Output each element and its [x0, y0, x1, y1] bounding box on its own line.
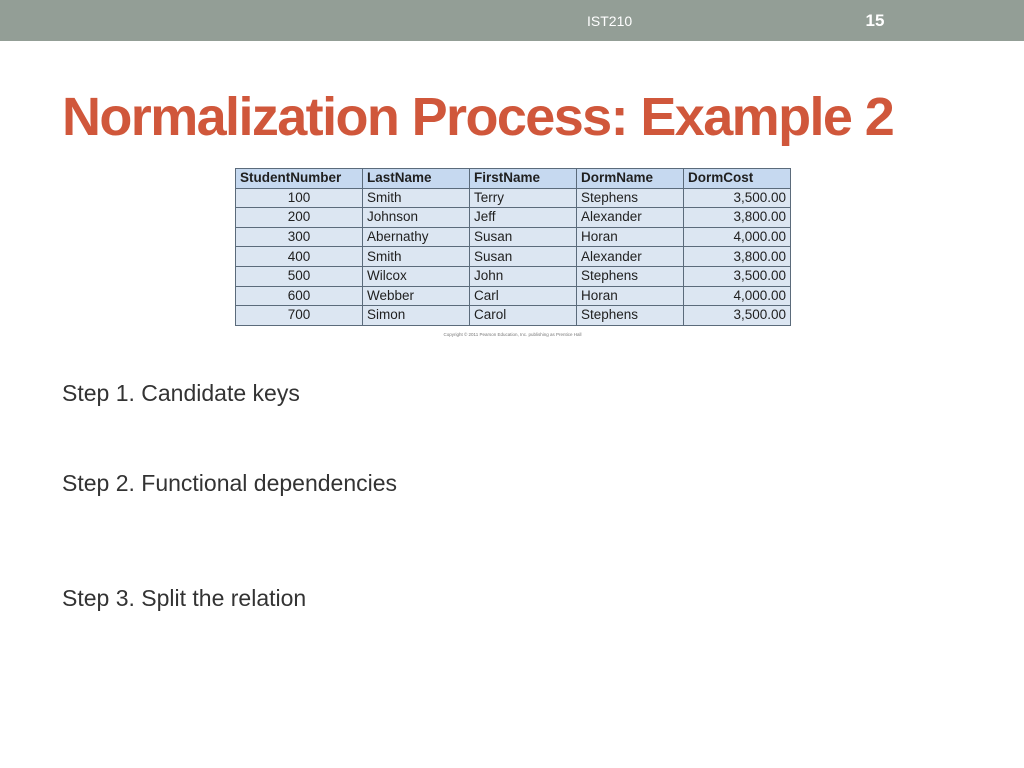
column-header: FirstName — [470, 169, 577, 189]
table-row — [236, 266, 791, 286]
table-cell: 3,800.00 — [684, 247, 791, 267]
table-cell: 700 — [236, 306, 363, 326]
table-row — [236, 286, 791, 306]
student-dorm-table — [235, 168, 791, 326]
table-cell: 600 — [236, 286, 363, 306]
table-cell: Jeff — [470, 208, 577, 228]
table-cell: Stephens — [577, 266, 684, 286]
table-row — [236, 227, 791, 247]
table-cell: 3,500.00 — [684, 188, 791, 208]
table-cell: Smith — [363, 247, 470, 267]
table-cell: Abernathy — [363, 227, 470, 247]
table-row — [236, 208, 791, 228]
table-header-row — [236, 169, 791, 189]
table-cell: Susan — [470, 247, 577, 267]
column-header: DormCost — [684, 169, 791, 189]
table-cell: 100 — [236, 188, 363, 208]
table-cell: Susan — [470, 227, 577, 247]
table-row — [236, 306, 791, 326]
table-cell: Alexander — [577, 208, 684, 228]
header-bar — [0, 0, 1024, 41]
table-cell: 200 — [236, 208, 363, 228]
table-cell: Carol — [470, 306, 577, 326]
table-cell: 300 — [236, 227, 363, 247]
table-cell: 4,000.00 — [684, 227, 791, 247]
table-cell: 4,000.00 — [684, 286, 791, 306]
table-cell: John — [470, 266, 577, 286]
step-functional-dependencies: Step 2. Functional dependencies — [62, 470, 398, 496]
table-cell: Terry — [470, 188, 577, 208]
table-cell: Alexander — [577, 247, 684, 267]
step-candidate-keys: Step 1. Candidate keys — [62, 380, 300, 406]
table-cell: 3,500.00 — [684, 306, 791, 326]
table-figure — [235, 168, 790, 337]
table-cell: 400 — [236, 247, 363, 267]
column-header: StudentNumber — [236, 169, 363, 189]
table-cell: Horan — [577, 227, 684, 247]
table-cell: Stephens — [577, 306, 684, 326]
course-label: IST210 — [587, 13, 633, 29]
step-split-relation: Step 3. Split the relation — [62, 585, 307, 611]
table-cell: Webber — [363, 286, 470, 306]
table-cell: Stephens — [577, 188, 684, 208]
table-row — [236, 188, 791, 208]
table-cell: 3,500.00 — [684, 266, 791, 286]
column-header: DormName — [577, 169, 684, 189]
table-row — [236, 247, 791, 267]
column-header: LastName — [363, 169, 470, 189]
table-cell: 3,800.00 — [684, 208, 791, 228]
table-cell: Carl — [470, 286, 577, 306]
table-cell: Horan — [577, 286, 684, 306]
table-cell: Johnson — [363, 208, 470, 228]
copyright-note: Copyright © 2011 Pearson Education, Inc. publishing as Prentice Hall — [443, 331, 582, 337]
table-cell: 500 — [236, 266, 363, 286]
table-cell: Simon — [363, 306, 470, 326]
table-cell: Smith — [363, 188, 470, 208]
slide-title: Normalization Process: Example 2 — [62, 87, 894, 147]
slide-number: 15 — [865, 11, 885, 30]
table-cell: Wilcox — [363, 266, 470, 286]
